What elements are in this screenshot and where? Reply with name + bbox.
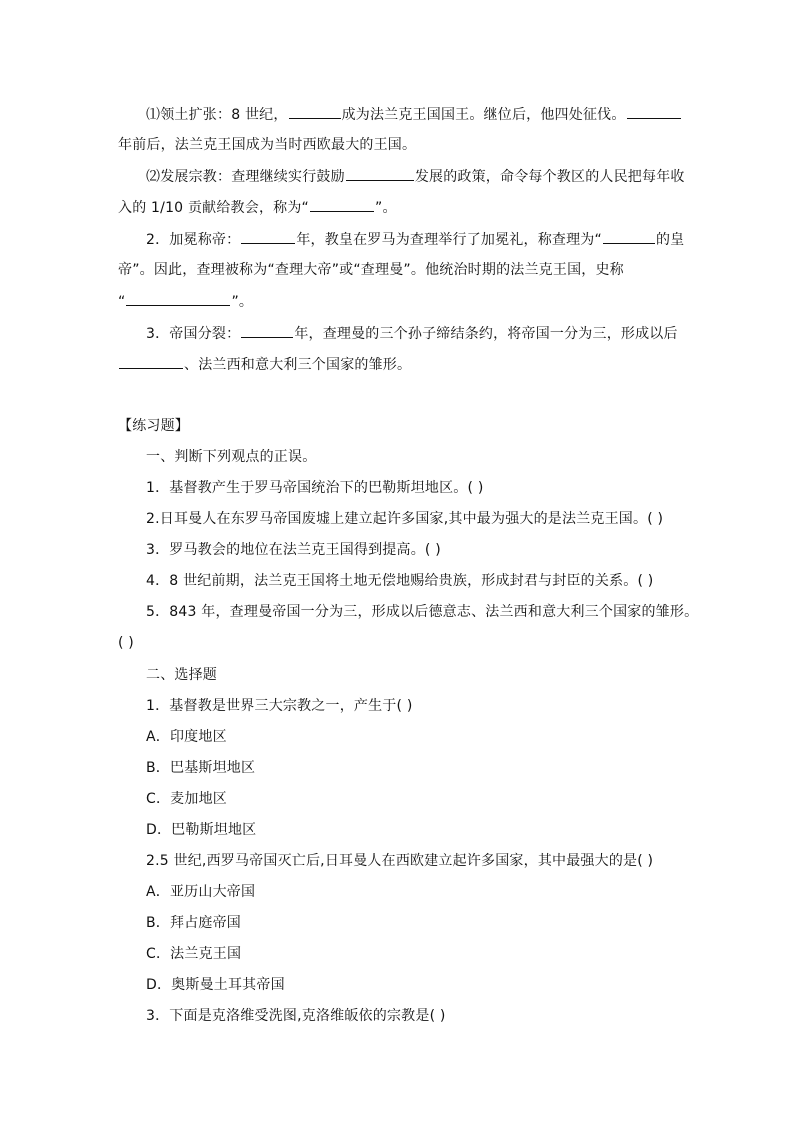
question-1-option-b: B．巴基斯坦地区 xyxy=(146,760,256,776)
religion-text-b: 发展的政策，命令每个教区的人民把每年收 xyxy=(414,169,685,185)
answer-paren: ( ) xyxy=(467,480,484,496)
answer-paren: ( ) xyxy=(637,573,654,589)
answer-paren: ( ) xyxy=(429,1008,446,1024)
question-2-option-b: B．拜占庭帝国 xyxy=(146,915,242,931)
question-2-option-d: D．奥斯曼土耳其帝国 xyxy=(146,977,285,993)
territory-line-1 xyxy=(146,104,682,125)
judge-item-5 xyxy=(146,602,698,622)
blank xyxy=(241,323,293,338)
religion-line-2 xyxy=(118,197,397,218)
question-2-option-a: A．亚历山大帝国 xyxy=(146,884,256,900)
crown-text-c: 的皇 xyxy=(655,232,685,248)
crown-text-f: ”。 xyxy=(231,294,254,310)
question-1-stem xyxy=(146,696,413,716)
judge-item-2 xyxy=(146,509,663,529)
religion-line-1 xyxy=(146,166,685,187)
territory-text-c: 年前后，法兰克王国成为当时西欧最大的王国。 xyxy=(118,137,417,153)
blank xyxy=(241,229,295,244)
answer-paren: ( ) xyxy=(118,635,134,651)
section-judge-heading: 一、判断下列观点的正误。 xyxy=(146,449,317,465)
section-choice-heading: 二、选择题 xyxy=(146,667,217,683)
question-text: 3．下面是克洛维受洗图,克洛维皈依的宗教是 xyxy=(146,1008,430,1024)
religion-text-a: ⑵发展宗教：查理继续实行鼓励 xyxy=(146,169,345,185)
blank xyxy=(310,197,374,212)
blank xyxy=(289,104,341,119)
judge-text: 3．罗马教会的地位在法兰克王国得到提高。 xyxy=(146,542,425,558)
judge-item-4 xyxy=(146,571,653,591)
blank xyxy=(603,229,655,244)
question-text: 2.5 世纪,西罗马帝国灭亡后,日耳曼人在西欧建立起许多国家，其中最强大的是 xyxy=(146,853,638,869)
question-1-option-d: D．巴勒斯坦地区 xyxy=(146,822,257,838)
question-2-option-c: C．法兰克王国 xyxy=(146,946,242,962)
answer-paren: ( ) xyxy=(647,511,664,527)
crown-text-a: 2．加冕称帝： xyxy=(146,232,241,248)
question-1-option-c: C．麦加地区 xyxy=(146,791,227,807)
blank xyxy=(627,104,681,119)
judge-text: 1．基督教产生于罗马帝国统治下的巴勒斯坦地区。 xyxy=(146,480,468,496)
question-text: 1．基督教是世界三大宗教之一，产生于 xyxy=(146,698,397,714)
religion-text-d: ”。 xyxy=(375,200,397,216)
split-text-b: 年，查理曼的三个孙子缔结条约，将帝国一分为三，形成以后 xyxy=(294,326,678,342)
crown-line-2 xyxy=(118,260,624,280)
territory-text-b: 成为法兰克王国国王。继位后，他四处征伐。 xyxy=(341,107,626,123)
judge-item-1 xyxy=(146,478,484,498)
judge-text: 4．8 世纪前期，法兰克王国将土地无偿地赐给贵族，形成封君与封臣的关系。 xyxy=(146,573,638,589)
crown-line-1 xyxy=(146,229,684,250)
split-text-a: 3．帝国分裂： xyxy=(146,326,241,342)
crown-text-e: “ xyxy=(118,294,126,310)
blank xyxy=(346,166,414,181)
religion-text-c: 入的 1/10 贡献给教会，称为“ xyxy=(118,200,309,216)
blank xyxy=(119,354,183,369)
judge-text: 5．843 年，查理曼帝国一分为三，形成以后德意志、法兰西和意大利三个国家的雏形。 xyxy=(146,604,699,620)
territory-line-2 xyxy=(118,135,416,155)
territory-text-a: ⑴领土扩张：8 世纪， xyxy=(146,107,288,123)
question-1-option-a: A．印度地区 xyxy=(146,729,227,745)
split-text-c: 、法兰西和意大利三个国家的雏形。 xyxy=(184,357,412,373)
crown-text-b: 年，教皇在罗马为查理举行了加冕礼，称查理为“ xyxy=(296,232,602,248)
question-2-stem xyxy=(146,851,653,871)
split-line-1 xyxy=(146,323,678,344)
answer-paren: ( ) xyxy=(396,698,413,714)
answer-paren: ( ) xyxy=(424,542,441,558)
split-line-2 xyxy=(118,354,411,375)
blank xyxy=(126,291,230,306)
judge-text: 2.日耳曼人在东罗马帝国废墟上建立起许多国家,其中最为强大的是法兰克王国。 xyxy=(146,511,648,527)
answer-paren: ( ) xyxy=(637,853,654,869)
exercise-title: 【练习题】 xyxy=(118,418,189,434)
judge-item-3 xyxy=(146,540,441,560)
question-3-stem xyxy=(146,1006,446,1026)
crown-text-d: 帝”。因此，查理被称为“查理大帝”或“查理曼”。他统治时期的法兰克王国，史称 xyxy=(118,262,624,278)
judge-item-5-paren-line xyxy=(118,633,134,653)
crown-line-3 xyxy=(118,291,253,312)
